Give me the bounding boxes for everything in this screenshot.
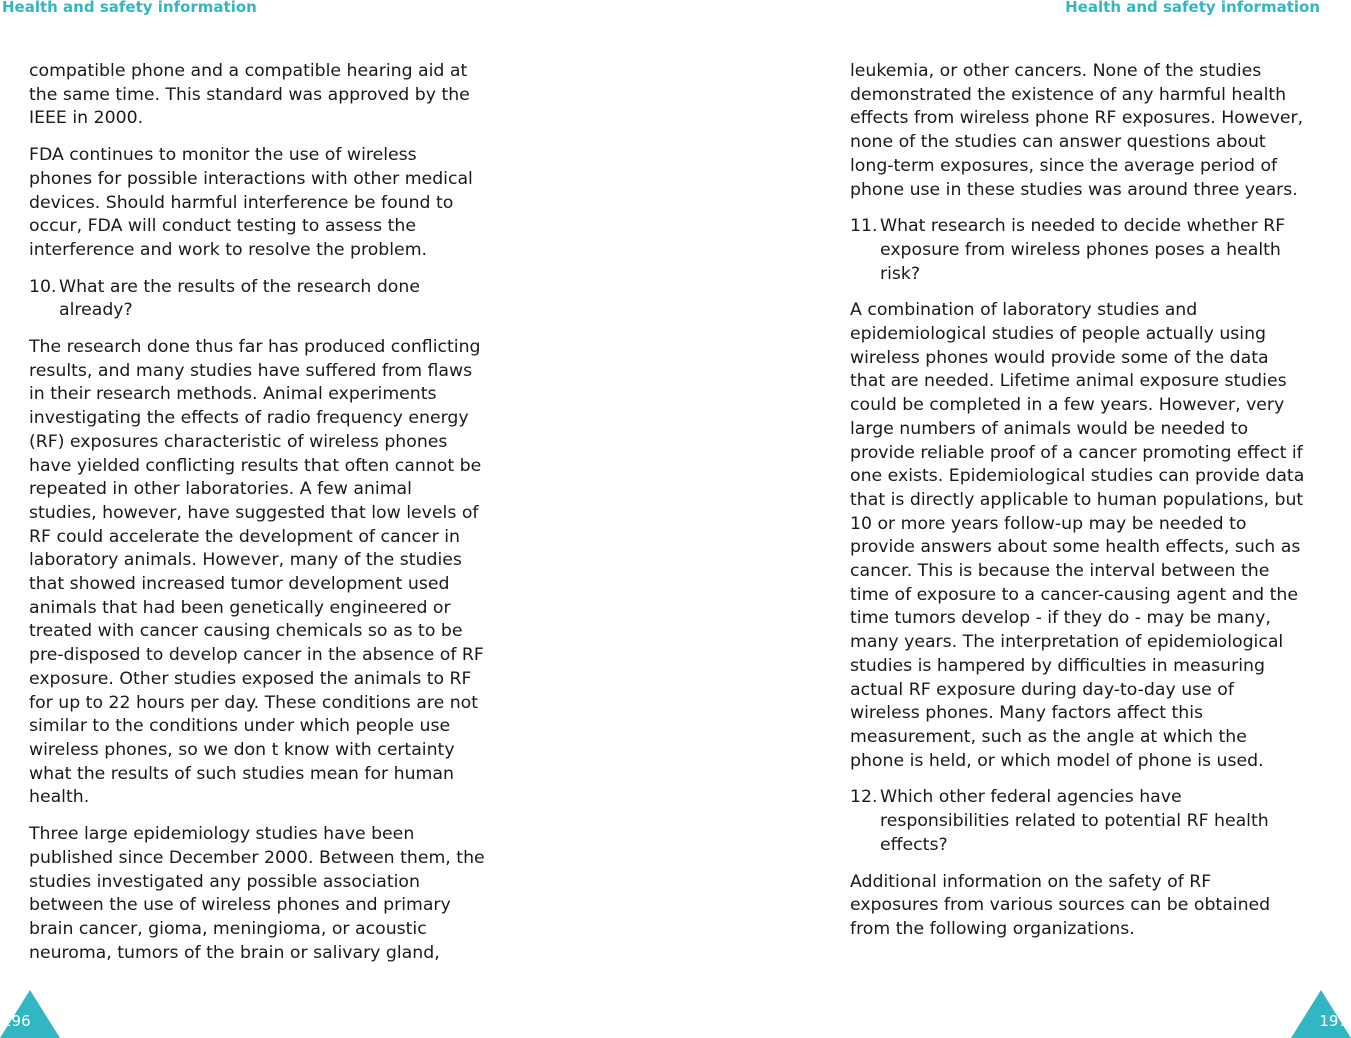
question-10-text: What are the results of the research done already? — [59, 276, 420, 321]
question-12-number: 12. — [850, 787, 878, 808]
left-page-number: 196 — [2, 1012, 31, 1030]
left-page-body — [29, 60, 499, 978]
left-page-number-tab — [0, 990, 60, 1038]
question-10-number: 10. — [29, 276, 57, 297]
question-12-text: Which other federal agencies have responsibilities related to potential RF health effects? — [880, 787, 1269, 855]
left-paragraph-1: compatible phone and a compatible hearing aid at the same time. This standard was approved by the IEEE in 2000. — [29, 61, 470, 129]
right-paragraph-3: Additional information on the safety of RF exposures from various sources can be obtained from the following organizations. — [850, 871, 1271, 939]
question-11-text: What research is needed to decide whether RF exposure from wireless phones poses a health risk? — [880, 216, 1286, 284]
question-12 — [850, 786, 1320, 857]
right-page-header: Health and safety information — [1065, 0, 1320, 16]
question-11-number: 11. — [850, 216, 878, 237]
question-11 — [850, 215, 1320, 286]
left-paragraph-2: FDA continues to monitor the use of wireless phones for possible interactions with other medical devices. Should harmful interference be found to occur, FDA will conduct testing to assess the interference and work to resolve the problem. — [29, 145, 473, 260]
question-10 — [29, 276, 499, 323]
right-page-number-tab — [1291, 990, 1351, 1038]
right-paragraph-1: leukemia, or other cancers. None of the studies demonstrated the existence of any harmful health effects from wireless phone RF exposures. However, none of the studies can answer questions about long-term exposures, since the average period of phone use in these studies was around three years. — [850, 61, 1304, 200]
right-page-body — [850, 60, 1320, 955]
left-page-header: Health and safety information — [2, 0, 257, 16]
left-paragraph-4: Three large epidemiology studies have been published since December 2000. Between them, the studies investigated any possible association between the use of wireless phones and primary brain cancer, gioma, meningioma, or acoustic neuroma, tumors of the brain or salivary gland, — [29, 824, 485, 963]
right-paragraph-2: A combination of laboratory studies and epidemiological studies of people actually using wireless phones would provide some of the data that are needed. Lifetime animal exposure studies could be completed in a few years. However, very large numbers of animals would be needed to provide reliable proof of a cancer promoting effect if one exists. Epidemiological studies can provide data that is directly applicable to human populations, but 10 or more years follow-up may be needed to provide answers about some health effects, such as cancer. This is because the interval between the time of exposure to a cancer-causing agent and the time tumors develop - if they do - may be many, many years. The interpretation of epidemiological studies is hampered by difficulties in measuring actual RF exposure during day-to-day use of wireless phones. Many factors affect this measurement, such as the angle at which the phone is held, or which model of phone is used. — [850, 300, 1305, 771]
left-paragraph-3: The research done thus far has produced conflicting results, and many studies have suffered from flaws in their research methods. Animal experiments investigating the effects of radio frequency energy (RF) exposures characteristic of wireless phones have yielded conflicting results that often cannot be repeated in other laboratories. A few animal studies, however, have suggested that low levels of RF could accelerate the development of cancer in laboratory animals. However, many of the studies that showed increased tumor development used animals that had been genetically engineered or treated with cancer causing chemicals so as to be pre-disposed to develop cancer in the absence of RF exposure. Other studies exposed the animals to RF for up to 22 hours per day. These conditions are not similar to the conditions under which people use wireless phones, so we don t know with certainty what the results of such studies mean for human health. — [29, 337, 484, 808]
right-page-number: 197 — [1319, 1012, 1348, 1030]
